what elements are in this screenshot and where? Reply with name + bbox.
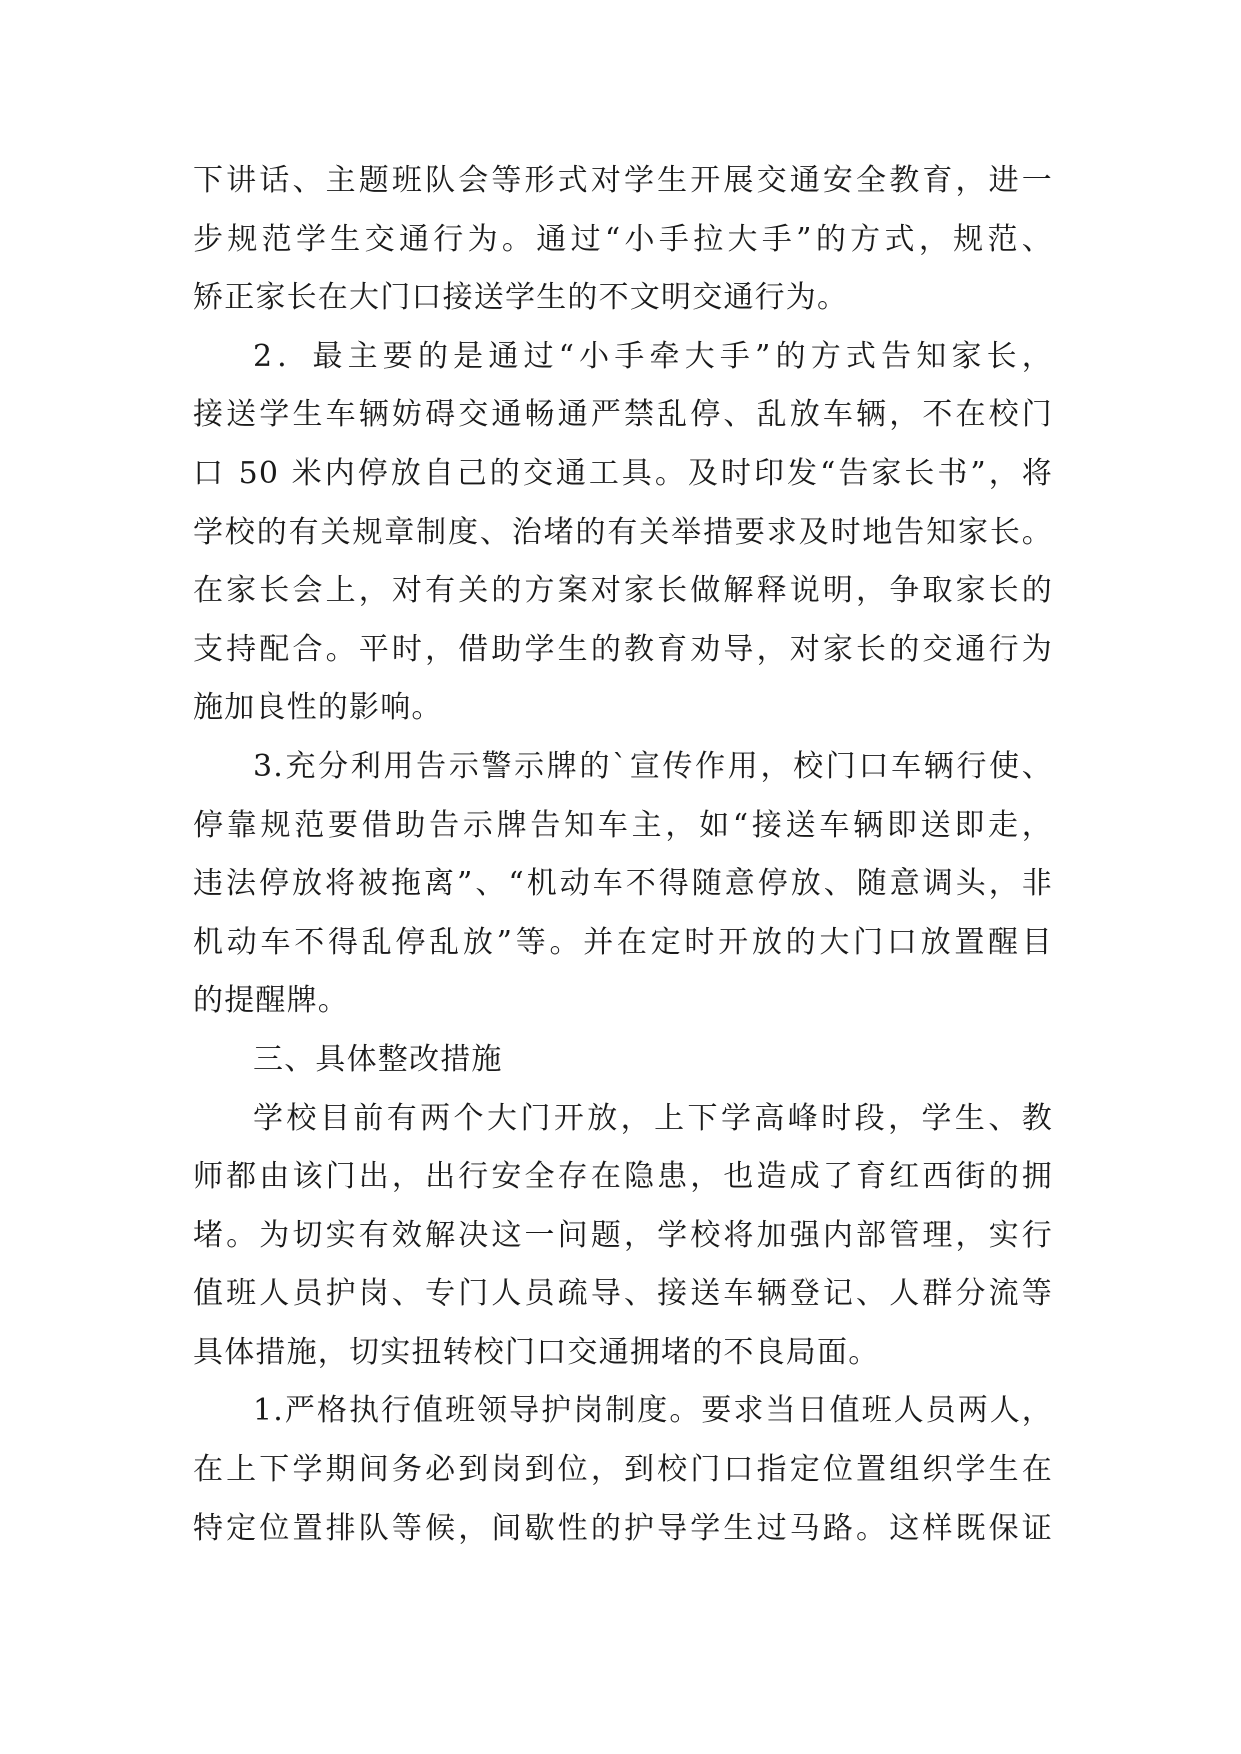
body-line-9: 支持配合。平时，借助学生的教育劝导，对家长的交通行为 <box>193 631 1053 667</box>
body-line-18: 师都由该门出，出行安全存在隐患，也造成了育红西街的拥 <box>193 1159 1053 1195</box>
body-line-19: 堵。为切实有效解决这一问题，学校将加强内部管理，实行 <box>193 1217 1053 1253</box>
body-line-17: 学校目前有两个大门开放，上下学高峰时段，学生、教 <box>253 1100 1053 1136</box>
body-line-12: 停靠规范要借助告示牌告知车主，如“接送车辆即送即走， <box>193 807 1053 843</box>
body-line-24: 特定位置排队等候，间歇性的护导学生过马路。这样既保证 <box>193 1510 1053 1546</box>
body-line-21: 具体措施，切实扭转校门口交通拥堵的不良局面。 <box>193 1334 880 1370</box>
body-line-15: 的提醒牌。 <box>193 983 349 1019</box>
body-line-22: 1.严格执行值班领导护岗制度。要求当日值班人员两人， <box>253 1393 1053 1429</box>
document-body <box>193 152 1053 1558</box>
section-heading: 三、具体整改措施 <box>253 1041 503 1077</box>
body-line-1: 下讲话、主题班队会等形式对学生开展交通安全教育，进一 <box>193 163 1053 198</box>
body-line-8: 在家长会上，对有关的方案对家长做解释说明，争取家长的 <box>193 573 1053 609</box>
body-line-2: 步规范学生交通行为。通过“小手拉大手”的方式，规范、 <box>193 221 1053 257</box>
body-line-3: 矫正家长在大门口接送学生的不文明交通行为。 <box>193 280 849 316</box>
body-line-14: 机动车不得乱停乱放”等。并在定时开放的大门口放置醒目 <box>193 924 1053 960</box>
body-line-20: 值班人员护岗、专门人员疏导、接送车辆登记、人群分流等 <box>193 1276 1053 1312</box>
body-line-4: 2．最主要的是通过“小手牵大手”的方式告知家长， <box>253 338 1053 374</box>
body-line-13: 违法停放将被拖离”、“机动车不得随意停放、随意调头，非 <box>193 866 1053 902</box>
body-line-11: 3.充分利用告示警示牌的`宣传作用，校门口车辆行使、 <box>253 748 1053 784</box>
body-line-10: 施加良性的影响。 <box>193 690 443 726</box>
body-line-7: 学校的有关规章制度、治堵的有关举措要求及时地告知家长。 <box>193 514 1053 550</box>
body-line-6: 口 50 米内停放自己的交通工具。及时印发“告家长书”，将 <box>193 455 1053 491</box>
body-line-23: 在上下学期间务必到岗到位，到校门口指定位置组织学生在 <box>193 1452 1053 1488</box>
body-line-5: 接送学生车辆妨碍交通畅通严禁乱停、乱放车辆，不在校门 <box>193 397 1053 433</box>
